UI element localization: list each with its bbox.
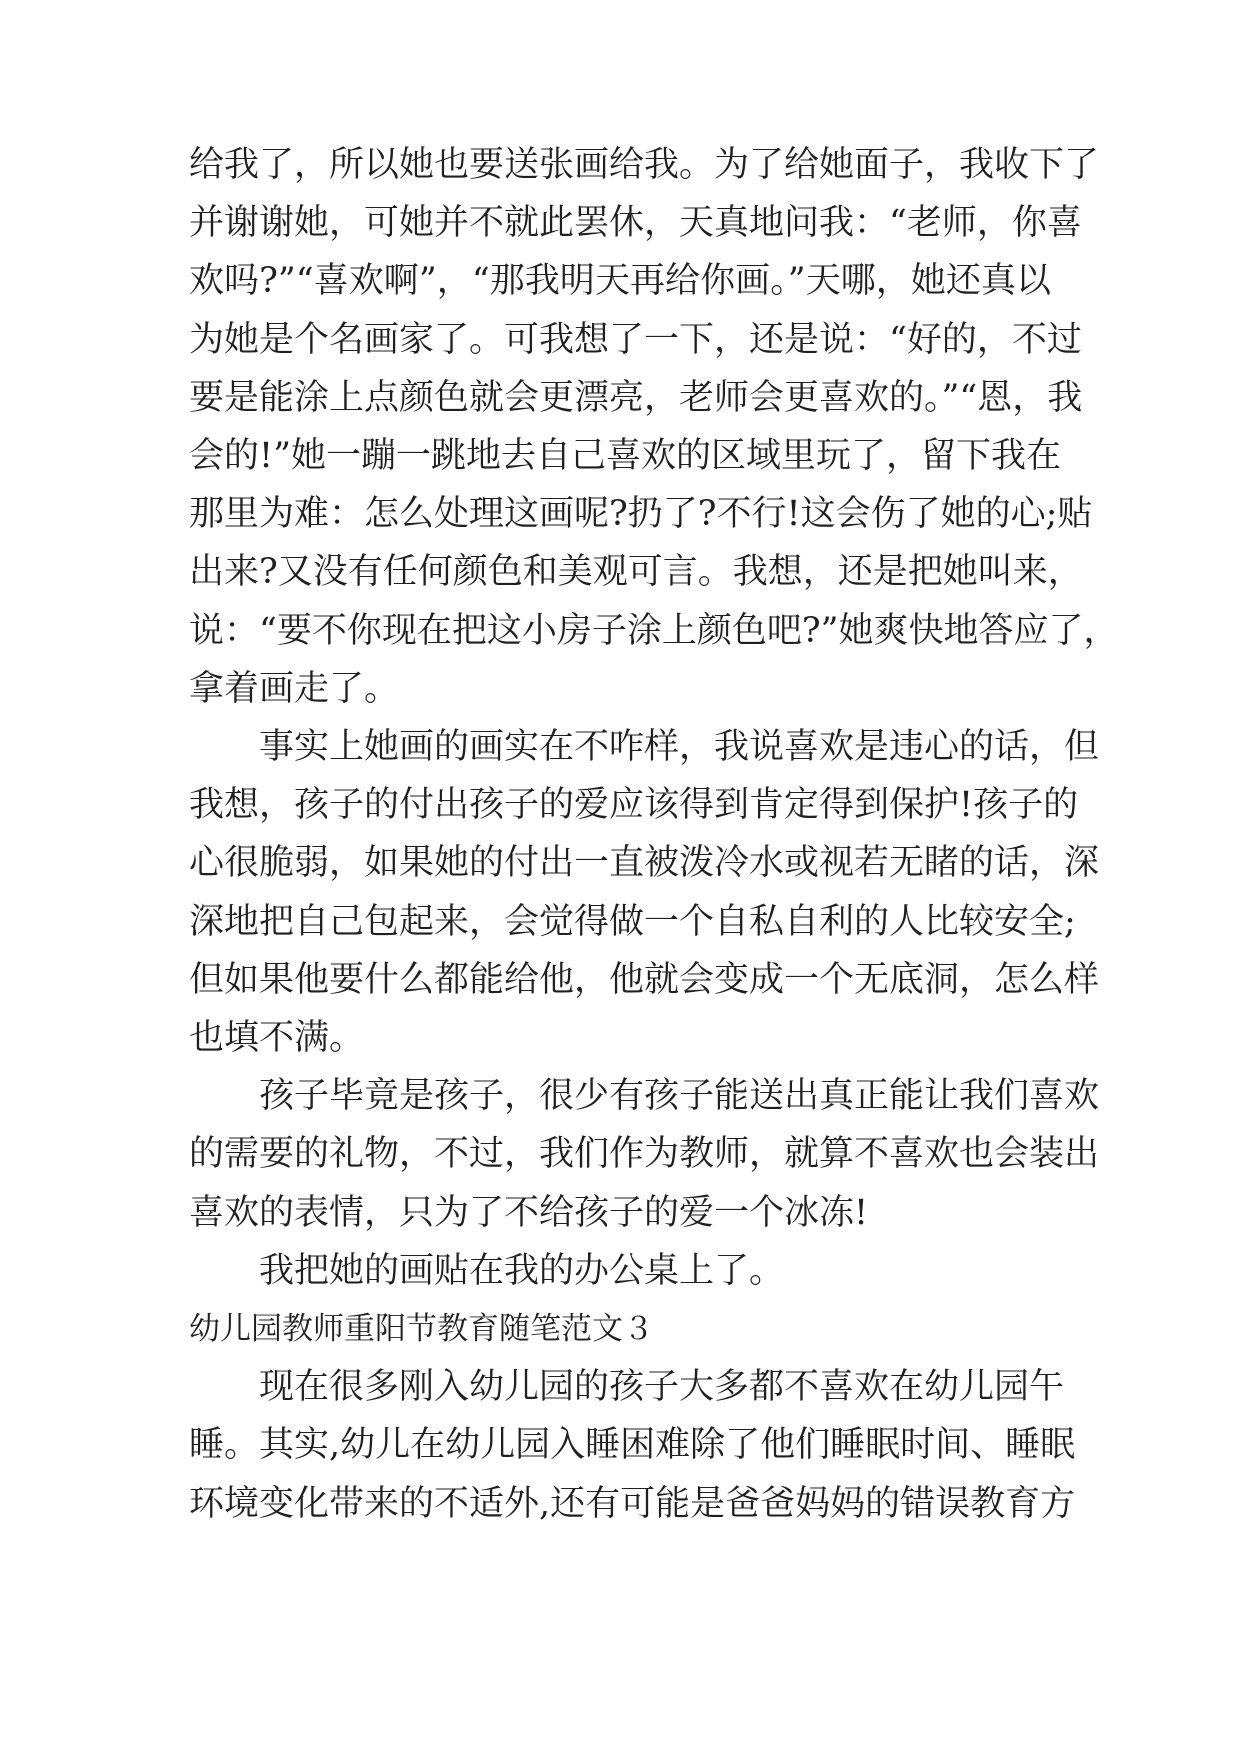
paragraph-line: 要是能涂上点颜色就会更漂亮，老师会更喜欢的。”“恩，我 <box>189 378 1083 418</box>
paragraph-line: 事实上她画的画实在不咋样，我说喜欢是违心的话，但 <box>259 727 1100 767</box>
paragraph-line: 拿着画走了。 <box>189 669 400 709</box>
paragraph-line: 但如果他要什么都能给他，他就会变成一个无底洞，怎么样 <box>189 960 1100 1000</box>
paragraph-line: 心很脆弱，如果她的付出一直被泼冷水或视若无睹的话，深 <box>189 843 1100 883</box>
paragraph-line: 孩子毕竟是孩子，很少有孩子能送出真正能让我们喜欢 <box>259 1076 1100 1116</box>
paragraph-line: 我想，孩子的付出孩子的爱应该得到肯定得到保护!孩子的 <box>189 785 1079 825</box>
paragraph-line: 也填不满。 <box>189 1018 365 1058</box>
paragraph-line: 的需要的礼物，不过，我们作为教师，就算不喜欢也会装出 <box>189 1134 1100 1174</box>
section-heading: 幼儿园教师重阳节教育随笔范文３ <box>189 1311 654 1347</box>
paragraph-line: 现在很多刚入幼儿园的孩子大多都不喜欢在幼儿园午 <box>259 1367 1065 1407</box>
paragraph-line: 出来?又没有任何颜色和美观可言。我想，还是把她叫来， <box>189 552 1083 592</box>
paragraph-line: 深地把自己包起来，会觉得做一个自私自利的人比较安全; <box>189 902 1076 942</box>
paragraph-line: 睡。其实,幼儿在幼儿园入睡困难除了他们睡眠时间、睡眠 <box>189 1425 1076 1465</box>
paragraph-line: 环境变化带来的不适外,还有可能是爸爸妈妈的错误教育方 <box>189 1484 1076 1524</box>
paragraph-line: 我把她的画贴在我的办公桌上了。 <box>259 1251 785 1291</box>
paragraph-line: 欢吗?”“喜欢啊”，“那我明天再给你画。”天哪，她还真以 <box>189 261 1051 301</box>
paragraph-line: 给我了，所以她也要送张画给我。为了给她面子，我收下了 <box>189 145 1100 185</box>
paragraph-line: 喜欢的表情，只为了不给孩子的爱一个冰冻! <box>189 1193 869 1233</box>
paragraph-line: 为她是个名画家了。可我想了一下，还是说：“好的，不过 <box>189 320 1082 360</box>
paragraph-line: 并谢谢她，可她并不就此罢休，天真地问我：“老师，你喜 <box>189 203 1082 243</box>
paragraph-line: 说：“要不你现在把这小房子涂上颜色吧?”她爽快地答应了， <box>189 611 1119 651</box>
paragraph-line: 那里为难：怎么处理这画呢?扔了?不行!这会伤了她的心;贴 <box>189 494 1093 534</box>
paragraph-line: 会的!”她一蹦一跳地去自己喜欢的区域里玩了，留下我在 <box>189 436 1061 476</box>
